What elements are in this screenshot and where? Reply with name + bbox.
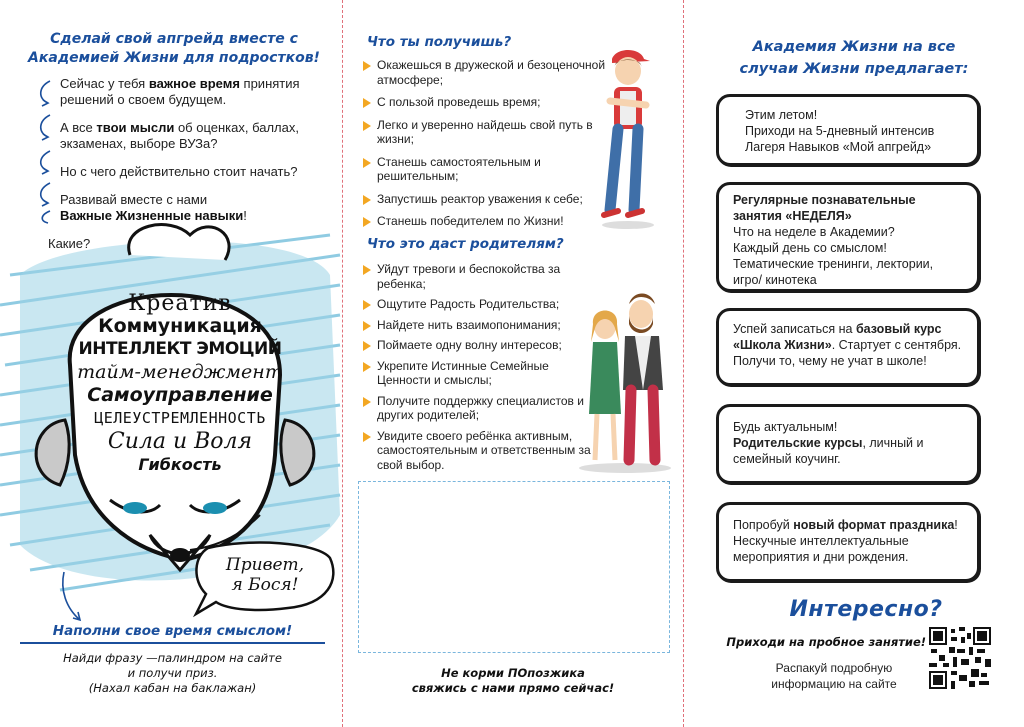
parents-heading: Что это даст родителям? (367, 236, 564, 252)
offers-title: Академия Жизни на все случаи Жизни предлагает: (739, 39, 969, 77)
benefits-list (361, 58, 613, 237)
offer-card-week: Регулярные познавательные занятия «НЕДЕЛЯ» Что на неделе в Академии? Каждый день со смыслом! Тематические тренинги, лектории, игро/ кинотека (716, 182, 980, 292)
fill-time-slogan: Наполни свое время смыслом! (20, 623, 325, 644)
skill-item: Самоуправление (87, 384, 273, 406)
list-item: Запустишь реактор уважения к себе; (361, 192, 613, 207)
skill-item: Креатив (128, 291, 232, 316)
palindrome-contest: Найди фразу —палиндром на сайте и получи приз. (Нахал кабан на баклажан) (63, 651, 282, 695)
panel1-title (18, 30, 330, 68)
list-item: Станешь победителем по Жизни! (361, 214, 613, 229)
site-info-text: Распакуй подробную информацию на сайте (771, 661, 897, 691)
panel1-title-line2: Академией Жизни для подростков! (28, 50, 320, 66)
mascot-greeting: Привет, я Бося! (225, 555, 305, 595)
intro-item: А все твои мысли об оценках, баллах, экзаменах, выборе ВУЗа? (60, 120, 299, 151)
skill-item: тайм-менеджмент (77, 361, 283, 383)
list-item: Станешь самостоятельным и решительным; (361, 155, 613, 184)
list-item: С пользой проведешь время; (361, 95, 613, 110)
offer-card-camp: Этим летом! Приходи на 5-дневный интенсив Лагеря Навыков «Мой апгрейд» (716, 94, 980, 166)
list-item: Ощутите Радость Родительства; (361, 297, 601, 312)
list-item: Легко и уверенно найдешь свой путь в жизни; (361, 118, 613, 147)
list-item: Найдете нить взаимопонимания; (361, 318, 601, 333)
offer-card-party: Попробуй новый формат праздника! Нескучные интеллектуальные мероприятия и дни рождения. (716, 502, 980, 582)
skills-list (70, 292, 290, 476)
offer-card-school-of-life: Успей записаться на базовый курс «Школа Жизни». Стартует с сентября. Получи то, чему не учат в школе! (716, 308, 980, 386)
intro-item: Сейчас у тебя важное время принятия решений о своем будущем. (60, 76, 300, 107)
intro-item: Но с чего действительно стоит начать? (60, 164, 298, 179)
interest-heading: Интересно? (789, 597, 943, 622)
list-item: Получите поддержку специалистов и других родителей; (361, 394, 601, 423)
coupon-cutout-box (358, 481, 670, 653)
list-item: Уйдут тревоги и беспокойства за ребенка; (361, 262, 601, 291)
panel1-title-line1: Сделай свой апгрейд вместе с (50, 31, 298, 47)
benefits-heading: Что ты получишь? (367, 34, 512, 50)
list-item: Окажешься в дружеской и безоценочной атмосфере; (361, 58, 613, 87)
intro-arrows-icon (30, 75, 60, 225)
list-item: Увидите своего ребёнка активным, самостоятельным и ответственным за свой выбор. (361, 429, 601, 473)
skill-item: Гибкость (138, 455, 222, 474)
intro-item: Какие? (48, 236, 91, 251)
panel-middle (343, 0, 683, 727)
skill-item: Сила и Воля (107, 429, 253, 454)
teen-boy-illustration (598, 45, 658, 230)
list-item: Поймаете одну волну интересов; (361, 338, 601, 353)
list-item: Укрепите Истинные Семейные Ценности и смыслы; (361, 359, 601, 388)
skill-item: ЦЕЛЕУСТРЕМЛЕННОСТЬ (94, 409, 266, 427)
skill-item: ИНТЕЛЛЕКТ ЭМОЦИЙ (78, 339, 282, 359)
intro-item: Развивай вместе с нами Важные Жизненные навыки! (60, 192, 247, 223)
trial-invite: Приходи на пробное занятие! (726, 635, 926, 649)
qr-code-icon[interactable] (929, 627, 991, 689)
parents-illustration (575, 284, 675, 474)
parents-benefits-list (361, 262, 601, 478)
offer-card-parents: Будь актуальным! Родительские курсы, личный и семейный коучинг. (716, 404, 980, 484)
panel-right (684, 0, 1024, 727)
contact-cta: Не корми ПОпозжика свяжись с нами прямо сейчас! (411, 666, 615, 695)
arrow-down-icon (58, 570, 88, 625)
panel-left (0, 0, 342, 727)
skill-item: Коммуникация (98, 315, 262, 337)
